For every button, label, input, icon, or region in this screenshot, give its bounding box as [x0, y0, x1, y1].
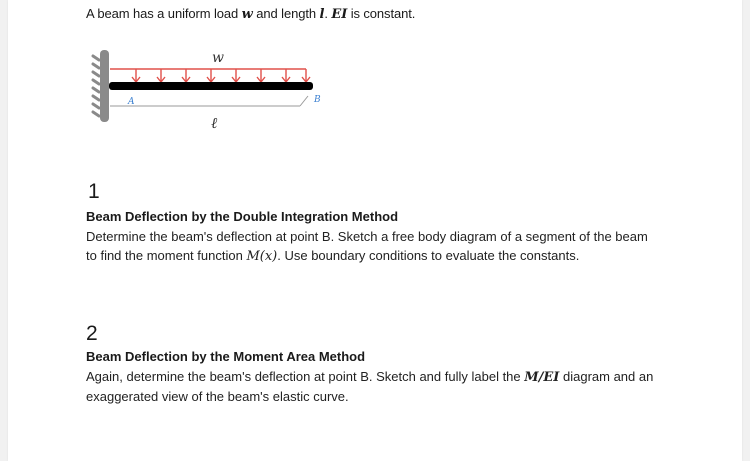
m-over-ei-symbol: M/EI [524, 370, 560, 385]
problem-1-number: 1 [88, 180, 100, 203]
intro-text-mid: and length [252, 6, 320, 21]
beam [109, 82, 313, 90]
problem-1-line-2-pre: to find the moment function [86, 248, 247, 263]
intro-dot: . [324, 6, 332, 21]
length-dimension [110, 96, 308, 106]
problem-2-line-1 [86, 367, 666, 387]
moment-function-symbol: M(x) [246, 249, 278, 264]
problem-2-title: Beam Deflection by the Moment Area Method [86, 349, 366, 364]
load-symbol: w [241, 7, 253, 22]
point-b-label: B [314, 95, 321, 105]
problem-1-line-1: Determine the beam's deflection at point B. Sketch a free body diagram of a segment of the beam [86, 229, 648, 244]
problem-1-line-2 [86, 246, 666, 266]
load-label: w [212, 50, 224, 66]
fixed-wall-support [93, 50, 109, 122]
point-a-label: A [128, 97, 135, 107]
problem-1-title: Beam Deflection by the Double Integration Method [86, 209, 399, 224]
problem-1-text [86, 227, 666, 266]
beam-figure [88, 44, 328, 144]
problem-2-text [86, 367, 666, 406]
problem-intro [86, 6, 415, 22]
intro-text-post: is constant. [347, 6, 416, 21]
length-label: ℓ [211, 114, 218, 132]
length-symbol: l [319, 7, 325, 22]
problem-2-line-1-post: diagram and an [559, 369, 654, 384]
intro-text-pre: A beam has a uniform load [86, 6, 242, 21]
problem-1-line-2-post: . Use boundary conditions to evaluate the constants. [277, 248, 580, 263]
distributed-load [110, 69, 310, 82]
document-page [8, 0, 742, 461]
problem-2-number: 2 [86, 322, 98, 345]
ei-symbol: EI [331, 7, 348, 22]
problem-2-line-2: exaggerated view of the beam's elastic curve. [86, 389, 349, 404]
problem-2-line-1-pre: Again, determine the beam's deflection at point B. Sketch and fully label the [86, 369, 525, 384]
